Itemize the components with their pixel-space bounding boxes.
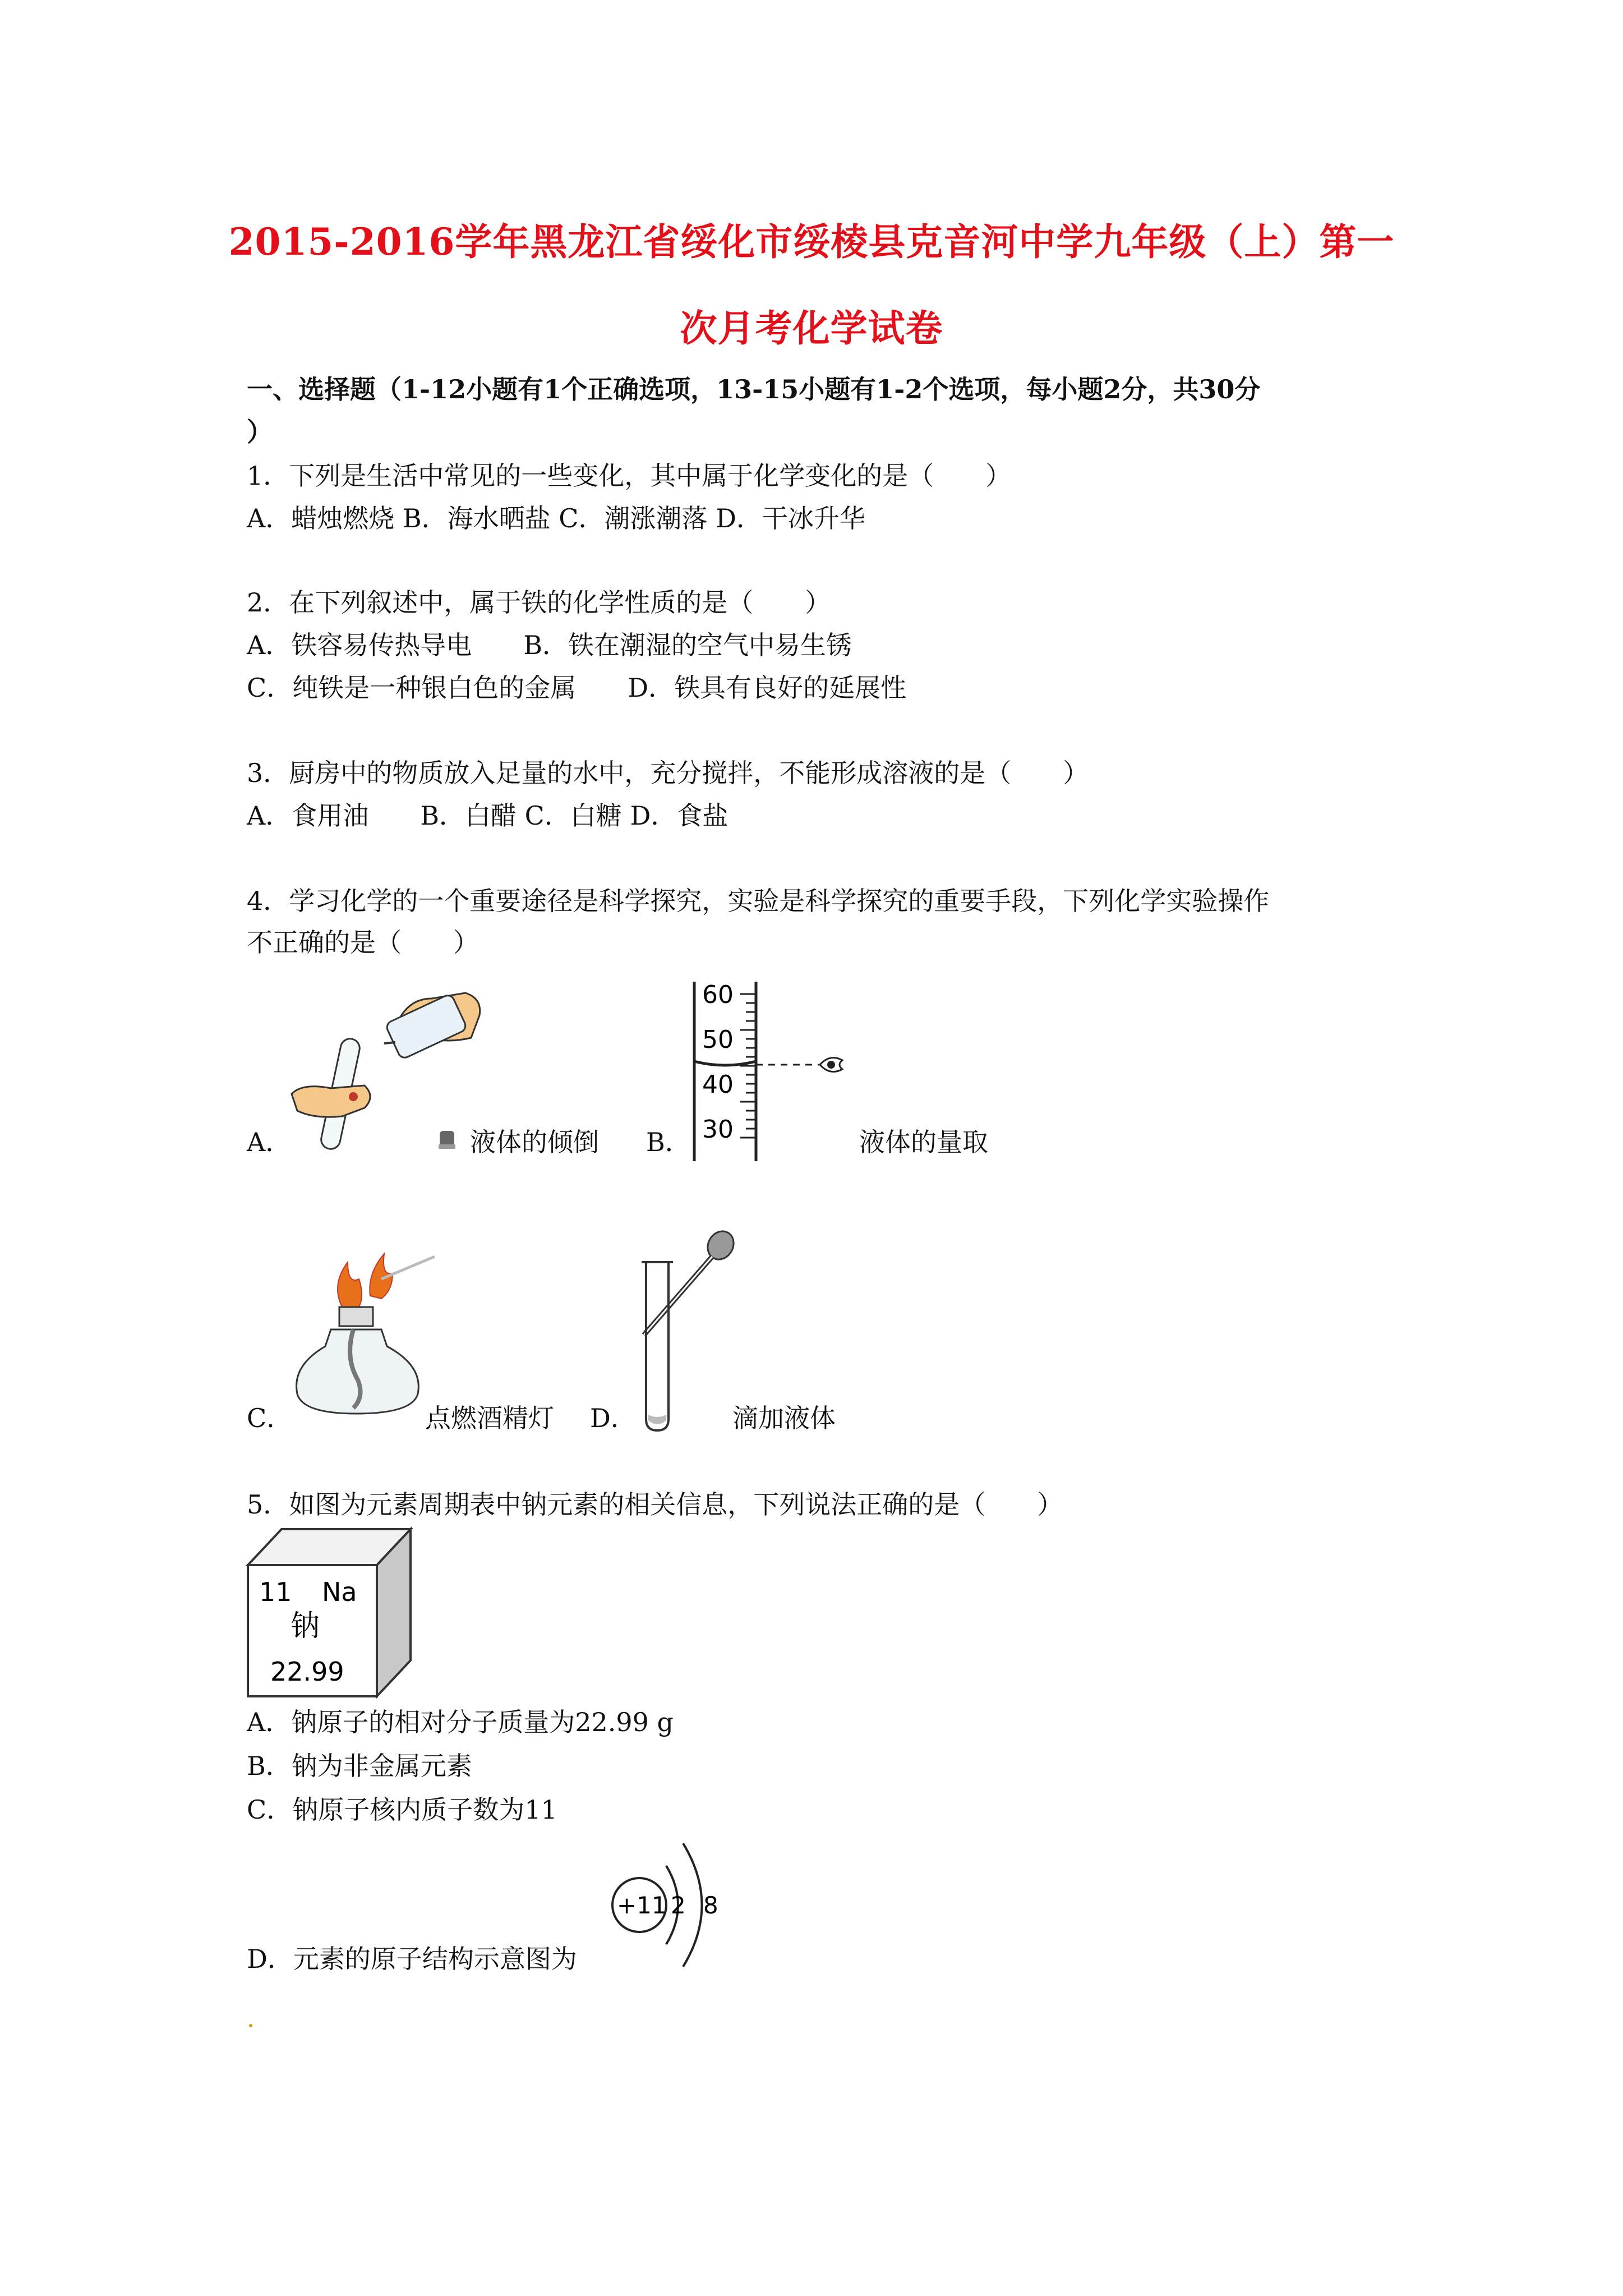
nucleus-label: +11	[617, 1892, 667, 1919]
q4-stem-2: 不正确的是（ ）	[247, 927, 479, 958]
q3-stem: 3．厨房中的物质放入足量的水中，充分搅拌，不能形成溶液的是（ ）	[247, 758, 1089, 788]
section-heading: 一、选择题（1-12小题有1个正确选项，13-15小题有1-2个选项，每小题2分，共30分	[247, 374, 1261, 404]
q2-options-1: A．铁容易传热导电 B．铁在潮湿的空气中易生锈	[247, 630, 852, 660]
q4-d-letter: D．	[590, 1403, 637, 1433]
q5-option-a: A．钠原子的相对分子质量为22.99 g	[247, 1707, 674, 1737]
cylinder-label-60: 60	[702, 981, 734, 1009]
exam-title-line2: 次月考化学试卷	[680, 306, 943, 350]
q4-c-text: 点燃酒精灯	[425, 1403, 554, 1433]
q4-stem-1: 4．学习化学的一个重要途径是科学探究，实验是科学探究的重要手段，下列化学实验操作	[247, 886, 1270, 916]
q4-b-text: 液体的量取	[859, 1127, 988, 1157]
element-symbol: Na	[322, 1577, 357, 1607]
q4-a-text: 液体的倾倒	[470, 1127, 599, 1157]
element-name: 钠	[291, 1609, 320, 1643]
shell1-count: 2	[671, 1892, 686, 1919]
shell2-count: 8	[703, 1892, 718, 1919]
alcohol-lamp-figure	[292, 1245, 437, 1430]
q2-options-2: C．纯铁是一种银白色的金属 D．铁具有良好的延展性	[247, 673, 907, 703]
pouring-liquid-figure	[280, 976, 494, 1161]
section-heading-end: ）	[247, 417, 273, 447]
q1-stem: 1．下列是生活中常见的一些变化，其中属于化学变化的是（ ）	[247, 461, 1012, 491]
q5-option-c: C．钠原子核内质子数为11	[247, 1795, 557, 1825]
q5-option-b: B．钠为非金属元素	[247, 1751, 472, 1781]
element-mass: 22.99	[270, 1657, 344, 1687]
q4-a-letter: A．	[247, 1127, 292, 1157]
element-number: 11	[259, 1577, 292, 1607]
cylinder-label-30: 30	[702, 1115, 734, 1144]
bottle-cap-icon	[437, 1129, 457, 1151]
q5-option-d: D．元素的原子结构示意图为	[247, 1944, 577, 1974]
page-dot	[249, 2024, 252, 2027]
q3-options: A．食用油 B．白醋 C．白糖 D．食盐	[247, 800, 728, 831]
exam-title-line1: 2015-2016学年黑龙江省绥化市绥棱县克音河中学九年级（上）第一	[228, 220, 1395, 264]
q4-d-text: 滴加液体	[732, 1403, 836, 1433]
atomic-structure-diagram	[600, 1826, 735, 1978]
q4-b-letter: B．	[646, 1127, 691, 1157]
graduated-cylinder-figure	[690, 976, 864, 1161]
q1-options: A．蜡烛燃烧 B．海水晒盐 C．潮涨潮落 D．干冰升华	[247, 503, 865, 533]
cylinder-label-40: 40	[702, 1070, 734, 1099]
q2-stem: 2．在下列叙述中，属于铁的化学性质的是（ ）	[247, 587, 831, 618]
q4-c-letter: C．	[247, 1403, 293, 1433]
sodium-element-card	[245, 1526, 424, 1700]
cylinder-label-50: 50	[702, 1025, 734, 1054]
q5-stem: 5．如图为元素周期表中钠元素的相关信息，下列说法正确的是（ ）	[247, 1489, 1063, 1520]
